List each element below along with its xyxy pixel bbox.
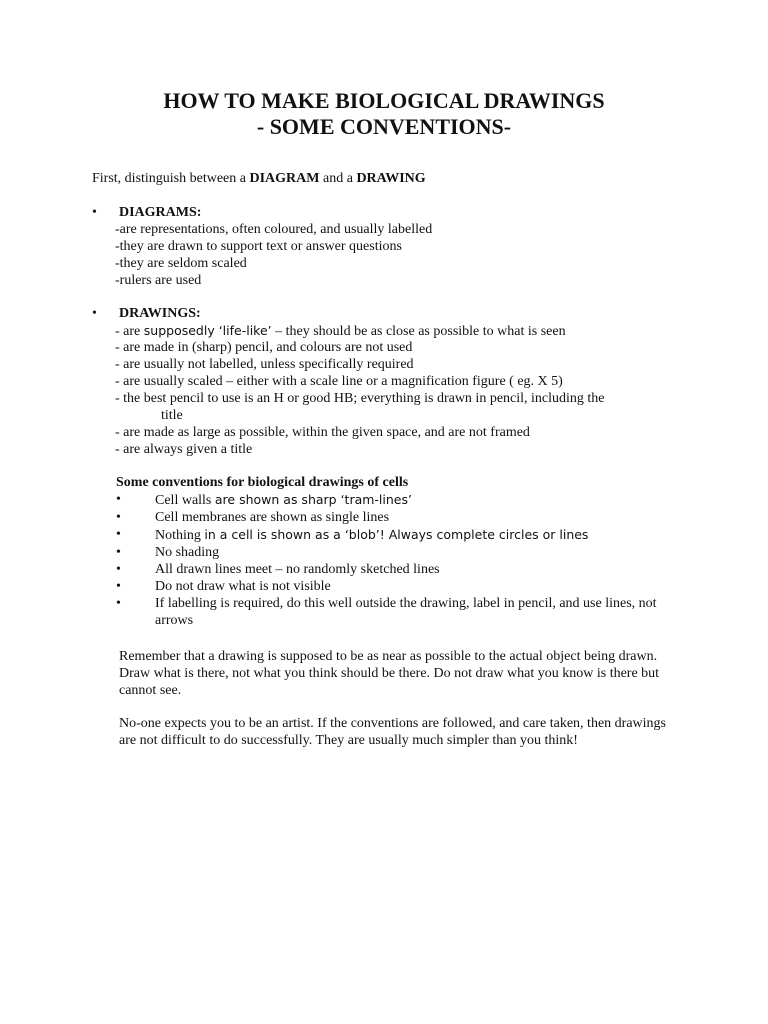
item-text: Nothing [155, 528, 205, 543]
item-text: All drawn lines meet – no randomly sketched lines [155, 562, 440, 577]
diagrams-heading: DIAGRAMS: [119, 205, 202, 220]
diagrams-line: -they are drawn to support text or answer questions [115, 239, 402, 254]
conventions-heading: Some conventions for biological drawings of cells [116, 475, 409, 490]
item-text: Cell walls [155, 493, 215, 508]
bullet-icon: • [116, 545, 121, 560]
bullet-icon: • [92, 306, 97, 321]
bullet-icon: • [92, 205, 97, 220]
item-text: No shading [155, 545, 220, 560]
conventions-list [116, 491, 676, 629]
bullet-icon: • [116, 527, 121, 542]
list-item [116, 595, 675, 629]
drawings-line: - are usually scaled – either with a scale line or a magnification figure ( eg. X 5) [115, 374, 563, 389]
intro-middle: and a [319, 171, 357, 186]
bullet-icon: • [116, 562, 121, 577]
paragraph-remember: Remember that a drawing is supposed to be as near as possible to the actual object being drawn. Draw what is there, not what you think should be there. Do not draw what you know is there but cannot see. [119, 649, 660, 698]
list-item [116, 491, 676, 509]
item-text: are shown as sharp ‘tram-lines’ [214, 492, 412, 507]
intro-sentence [92, 170, 426, 187]
conventions-section [116, 474, 676, 629]
drawings-line-1c: – they should be as close as possible to what is seen [271, 324, 566, 339]
item-text: in a cell is shown as a ‘blob’! Always complete circles or lines [204, 527, 589, 542]
document-title-line-1: HOW TO MAKE BIOLOGICAL DRAWINGS [163, 88, 605, 113]
intro-term-drawing: DRAWING [356, 171, 426, 186]
drawings-line [115, 322, 692, 339]
diagrams-section [92, 204, 692, 289]
bullet-icon: • [116, 596, 121, 611]
diagrams-line: -rulers are used [115, 273, 202, 288]
list-item [116, 544, 676, 561]
drawings-line-1a: - are [115, 324, 144, 339]
diagrams-line: -are representations, often coloured, and usually labelled [115, 222, 433, 237]
list-item [116, 509, 676, 526]
drawings-line: - are made as large as possible, within the given space, and are not framed [115, 425, 530, 440]
item-text: Cell membranes are shown as single lines [155, 510, 390, 525]
drawings-heading-row [92, 305, 692, 322]
item-text: If labelling is required, do this well outside the drawing, label in pencil, and use lines, not arrows [155, 596, 657, 628]
drawings-line: - are made in (sharp) pencil, and colours are not used [115, 340, 413, 355]
drawings-line: - are always given a title [115, 442, 253, 457]
list-item [116, 561, 676, 578]
drawings-line-continuation: title [161, 408, 183, 423]
drawings-line-1b: supposedly ‘life-like’ [143, 323, 272, 338]
diagrams-lines [115, 221, 692, 289]
diagrams-line: -they are seldom scaled [115, 256, 247, 271]
paragraph-no-one: No-one expects you to be an artist. If the conventions are followed, and care taken, then drawings are not difficult to do successfully. They are usually much simpler than you think! [119, 716, 666, 748]
list-item [116, 526, 676, 544]
document-title-line-2: - SOME CONVENTIONS- [256, 114, 512, 139]
bullet-icon: • [116, 492, 121, 507]
intro-term-diagram: DIAGRAM [249, 171, 320, 186]
drawings-lines [115, 322, 692, 458]
intro-prefix: First, distinguish between a [92, 171, 250, 186]
bullet-icon: • [116, 579, 121, 594]
bullet-icon: • [116, 510, 121, 525]
drawings-heading: DRAWINGS: [119, 306, 201, 321]
item-text: Do not draw what is not visible [155, 579, 331, 594]
diagrams-heading-row [92, 204, 692, 221]
list-item [116, 578, 676, 595]
drawings-section [92, 305, 692, 458]
drawings-line: - are usually not labelled, unless specifically required [115, 357, 414, 372]
drawings-line: - the best pencil to use is an H or good HB; everything is drawn in pencil, including the [115, 391, 605, 406]
